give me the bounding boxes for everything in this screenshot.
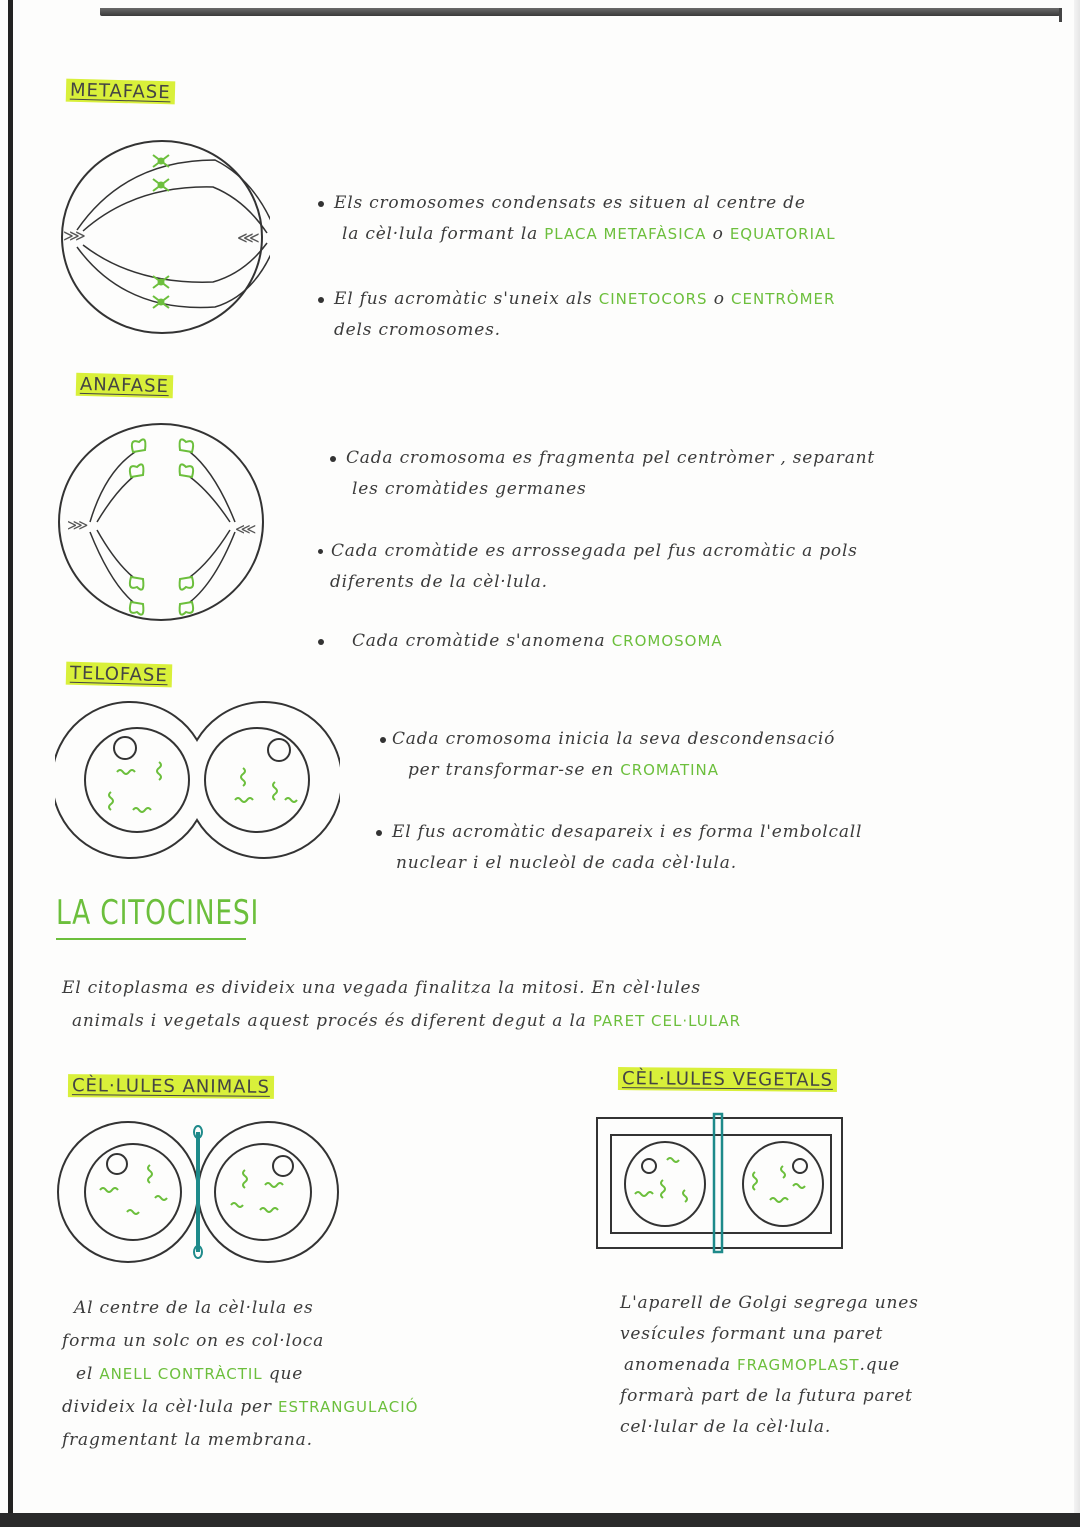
keyword-cinetocors: CINETOCORS [598, 290, 708, 308]
keyword-placa-metafasica: PLACA METAFÀSICA [544, 225, 707, 243]
bullet-icon [318, 549, 323, 554]
centriole-icon: ⋙ [63, 226, 86, 245]
animals-description: Al centre de la cèl·lula es forma un solc on es col·loca el ANELL CONTRÀCTIL que divideix la cèl·lula per ESTRANGULACIÓ fragmentant la membrana. [62, 1298, 419, 1450]
keyword-fragmoplast: FRAGMOPLAST [737, 1356, 860, 1374]
plant-cytokinesis-diagram [595, 1110, 850, 1260]
keyword-paret-cellular: PARET CEL·LULAR [592, 1012, 742, 1030]
keyword-cromosoma: CROMOSOMA [611, 632, 723, 650]
centriole-icon: ⋙ [67, 516, 89, 534]
anafase-bullet-1: Cada cromosoma es fragmenta pel centròmer , separant les cromàtides germanes [330, 443, 1050, 505]
keyword-estrangulacio: ESTRANGULACIÓ [277, 1398, 419, 1416]
vegetals-description: L'aparell de Golgi segrega unes vesícules formant una paret anomenada FRAGMOPLAST.que formarà part de la futura paret cel·lular de la cèl·lula. [620, 1293, 919, 1437]
anafase-label: ANAFASE [76, 373, 173, 399]
telofase-bullet-1: Cada cromosoma inicia la seva descondensació per transformar-se en CROMATINA [380, 724, 1060, 786]
anafase-bullet-3: Cada cromàtide s'anomena CROMOSOMA [318, 626, 1048, 657]
centriole-icon: ⋘ [237, 228, 260, 247]
bullet-icon [318, 297, 324, 303]
telofase-diagram [55, 700, 340, 860]
metafase-label: METAFASE [66, 79, 175, 105]
page-left-edge [8, 0, 13, 1527]
cellules-animals-label: CÈL·LULES ANIMALS [68, 1074, 274, 1099]
section-title-underline [56, 938, 246, 940]
keyword-equatorial: EQUATORIAL [729, 225, 836, 243]
page-bottom-edge [0, 1513, 1080, 1527]
bullet-icon [380, 737, 386, 743]
bullet-icon [376, 830, 382, 836]
centriole-icon: ⋘ [235, 520, 257, 538]
anafase-bullet-2: Cada cromàtide es arrossegada pel fus acromàtic a pols diferents de la cèl·lula. [318, 536, 1048, 598]
animal-cytokinesis-diagram [55, 1110, 345, 1275]
page-top-edge [100, 8, 1060, 16]
bullet-icon [330, 456, 336, 462]
page-right-edge [1074, 0, 1080, 1527]
telofase-bullet-2: El fus acromàtic desapareix i es forma l'embolcall nuclear i el nucleòl de cada cèl·lula. [376, 817, 1056, 879]
metafase-diagram [55, 135, 270, 340]
citocinesi-intro: El citoplasma es divideix una vegada finalitza la mitosi. En cèl·lules animals i vegetals aquest procés és diferent degut a la PARET CEL·LULAR [62, 978, 742, 1031]
metafase-bullet-1: Els cromosomes condensats es situen al centre de la cèl·lula formant la PLACA METAFÀSICA o EQUATORIAL [318, 188, 1058, 250]
bullet-icon [318, 639, 324, 645]
cellules-vegetals-label: CÈL·LULES VEGETALS [618, 1067, 837, 1092]
bullet-icon [318, 201, 324, 207]
keyword-anell-contractil: ANELL CONTRÀCTIL [99, 1365, 263, 1383]
anafase-diagram [55, 422, 270, 627]
section-title-citocinesi: LA CITOCINESI [56, 893, 260, 933]
metafase-bullet-2: El fus acromàtic s'uneix als CINETOCORS o CENTRÒMER dels cromosomes. [318, 284, 1058, 346]
page-top-corner [1059, 8, 1062, 22]
keyword-centromer: CENTRÒMER [731, 290, 836, 308]
keyword-cromatina: CROMATINA [620, 761, 720, 779]
telofase-label: TELOFASE [66, 662, 172, 688]
